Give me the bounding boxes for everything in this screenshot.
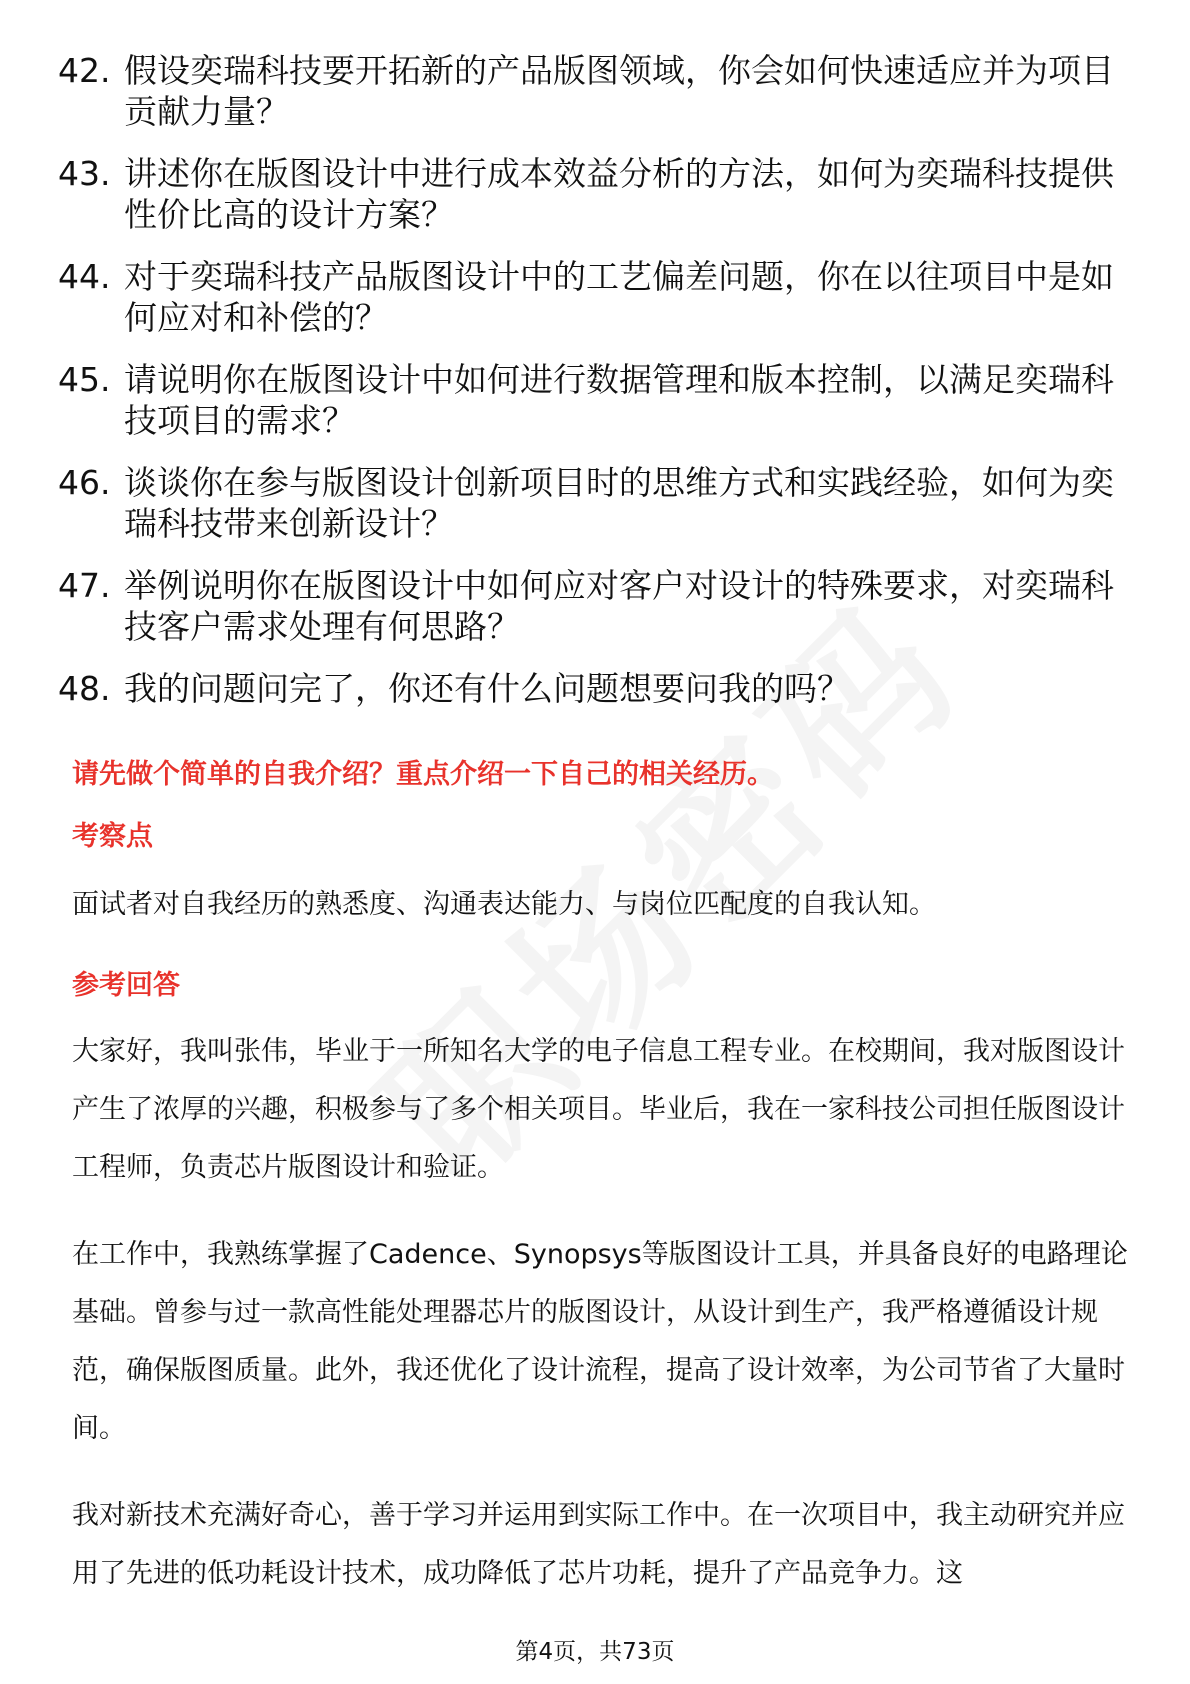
question-text: 我的问题问完了，你还有什么问题想要问我的吗？	[124, 669, 850, 708]
section-question-heading: 请先做个简单的自我介绍？重点介绍一下自己的相关经历。	[72, 759, 774, 790]
question-text: 请说明你在版图设计中如何进行数据管理和版本控制，以满足奕瑞科技项目的需求？	[124, 360, 1114, 440]
question-text: 对于奕瑞科技产品版图设计中的工艺偏差问题，你在以往项目中是如何应对和补偿的？	[124, 257, 1114, 337]
question-item	[58, 668, 1118, 709]
question-text: 谈谈你在参与版图设计创新项目时的思维方式和实践经验，如何为奕瑞科技带来创新设计？	[124, 463, 1114, 543]
assessment-point-heading: 考察点	[72, 821, 153, 852]
question-text: 假设奕瑞科技要开拓新的产品版图领域，你会如何快速适应并为项目贡献力量？	[124, 51, 1114, 131]
question-number: 43.	[58, 154, 111, 193]
question-item	[58, 153, 1118, 235]
question-item	[58, 359, 1118, 441]
question-number: 47.	[58, 566, 111, 605]
question-text: 讲述你在版图设计中进行成本效益分析的方法，如何为奕瑞科技提供性价比高的设计方案？	[124, 154, 1114, 234]
question-list	[58, 50, 1118, 730]
page-footer: 第4页，共73页	[515, 1639, 675, 1665]
question-text: 举例说明你在版图设计中如何应对客户对设计的特殊要求，对奕瑞科技客户需求处理有何思路？	[124, 566, 1114, 646]
question-item	[58, 565, 1118, 647]
reference-answer-heading: 参考回答	[72, 970, 180, 1001]
question-number: 44.	[58, 257, 111, 296]
question-item	[58, 50, 1118, 132]
question-number: 48.	[58, 669, 111, 708]
question-number: 42.	[58, 51, 111, 90]
assessment-point-text: 面试者对自我经历的熟悉度、沟通表达能力、与岗位匹配度的自我认知。	[72, 889, 936, 920]
question-item	[58, 462, 1118, 544]
answer-paragraph: 大家好，我叫张伟，毕业于一所知名大学的电子信息工程专业。在校期间，我对版图设计产生了浓厚的兴趣，积极参与了多个相关项目。毕业后，我在一家科技公司担任版图设计工程师，负责芯片版图设计和验证。	[72, 1036, 1125, 1183]
answer-paragraph: 在工作中，我熟练掌握了Cadence、Synopsys等版图设计工具，并具备良好的电路理论基础。曾参与过一款高性能处理器芯片的版图设计，从设计到生产，我严格遵循设计规范，确保版图质量。此外，我还优化了设计流程，提高了设计效率，为公司节省了大量时间。	[72, 1239, 1128, 1444]
question-number: 45.	[58, 360, 111, 399]
answer-paragraph: 我对新技术充满好奇心，善于学习并运用到实际工作中。在一次项目中，我主动研究并应用了先进的低功耗设计技术，成功降低了芯片功耗，提升了产品竞争力。这	[72, 1500, 1125, 1589]
question-item	[58, 256, 1118, 338]
question-number: 46.	[58, 463, 111, 502]
